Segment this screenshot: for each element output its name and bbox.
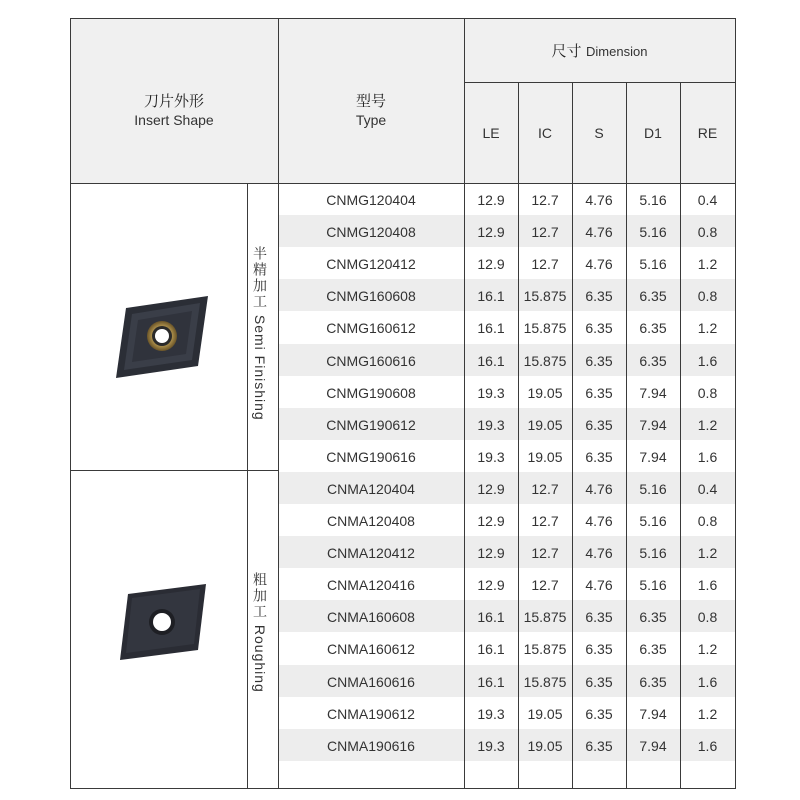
cell-re: 1.6 bbox=[697, 673, 718, 690]
cell-le: 19.3 bbox=[477, 416, 505, 433]
cell-le: 12.9 bbox=[477, 577, 505, 594]
cell-d1: 6.35 bbox=[639, 320, 667, 337]
cell-re: 1.6 bbox=[697, 448, 718, 465]
col-line-type bbox=[464, 18, 465, 789]
cell-re: 0.8 bbox=[697, 384, 718, 401]
cell-s: 4.76 bbox=[585, 480, 613, 497]
cell-d1: 5.16 bbox=[639, 256, 667, 273]
cell-ic: 19.05 bbox=[527, 705, 563, 722]
cell-s: 6.35 bbox=[585, 416, 613, 433]
cell-le: 19.3 bbox=[477, 384, 505, 401]
cell-s: 6.35 bbox=[585, 352, 613, 369]
group-label-semi-finishing: 半精加工 Semi Finishing bbox=[252, 246, 268, 421]
type-cell: CNMG120408 bbox=[326, 224, 416, 241]
col-line-shape bbox=[278, 18, 279, 789]
cell-le: 16.1 bbox=[477, 641, 505, 658]
cell-re: 1.6 bbox=[697, 577, 718, 594]
cell-re: 0.8 bbox=[697, 513, 718, 529]
cell-le: 12.9 bbox=[477, 192, 505, 208]
cell-le: 19.3 bbox=[477, 705, 505, 722]
cell-s: 4.76 bbox=[585, 545, 613, 562]
cell-ic: 19.05 bbox=[527, 416, 563, 433]
cell-le: 12.9 bbox=[477, 545, 505, 562]
cell-s: 4.76 bbox=[585, 256, 613, 273]
cell-ic: 12.7 bbox=[531, 192, 559, 208]
cell-s: 6.35 bbox=[585, 288, 613, 305]
col-header-re: RE bbox=[697, 125, 718, 141]
col-header-s: S bbox=[594, 125, 604, 141]
type-cell: CNMA120408 bbox=[327, 513, 415, 529]
cell-le: 16.1 bbox=[477, 288, 505, 305]
type-cell: CNMG120404 bbox=[326, 192, 416, 208]
type-cell: CNMG190616 bbox=[326, 448, 416, 465]
cell-ic: 19.05 bbox=[527, 448, 563, 465]
cell-le: 12.9 bbox=[477, 513, 505, 529]
cell-d1: 5.16 bbox=[639, 192, 667, 208]
cell-d1: 5.16 bbox=[639, 513, 667, 529]
cnmg-insert-icon bbox=[112, 290, 212, 382]
cell-ic: 12.7 bbox=[531, 577, 559, 594]
cell-d1: 5.16 bbox=[639, 545, 667, 562]
cell-s: 6.35 bbox=[585, 320, 613, 337]
cell-re: 1.2 bbox=[697, 705, 718, 722]
cell-d1: 6.35 bbox=[639, 641, 667, 658]
cell-s: 6.35 bbox=[585, 673, 613, 690]
cell-re: 0.4 bbox=[697, 480, 718, 497]
type-cell: CNMA120416 bbox=[327, 577, 415, 594]
col-line-le bbox=[518, 82, 519, 789]
cell-ic: 15.875 bbox=[523, 352, 567, 369]
col-line-right bbox=[735, 18, 736, 789]
cell-ic: 15.875 bbox=[523, 641, 567, 658]
cell-d1: 7.94 bbox=[639, 384, 667, 401]
col-line-d1 bbox=[680, 82, 681, 789]
type-cell: CNMA160616 bbox=[327, 673, 415, 690]
cell-s: 4.76 bbox=[585, 192, 613, 208]
cell-ic: 15.875 bbox=[523, 320, 567, 337]
cell-d1: 7.94 bbox=[639, 416, 667, 433]
cnma-insert-icon bbox=[116, 580, 210, 664]
cell-le: 16.1 bbox=[477, 320, 505, 337]
cell-s: 6.35 bbox=[585, 384, 613, 401]
col-line-ic bbox=[572, 82, 573, 789]
cell-re: 1.6 bbox=[697, 737, 718, 754]
type-cell: CNMG190608 bbox=[326, 384, 416, 401]
type-cell: CNMA190616 bbox=[327, 737, 415, 754]
type-cell: CNMG190612 bbox=[326, 416, 416, 433]
cell-le: 16.1 bbox=[477, 609, 505, 626]
cell-re: 1.2 bbox=[697, 641, 718, 658]
cell-s: 4.76 bbox=[585, 577, 613, 594]
cell-ic: 12.7 bbox=[531, 513, 559, 529]
col-line-s bbox=[626, 82, 627, 789]
type-header-en: Type bbox=[355, 112, 387, 128]
insert-shape-header-en: Insert Shape bbox=[134, 112, 214, 128]
group-label-roughing: 粗加工 Roughing bbox=[252, 572, 268, 693]
cell-ic: 15.875 bbox=[523, 673, 567, 690]
cell-re: 1.6 bbox=[697, 352, 718, 369]
dimension-header-zh: 尺寸 bbox=[551, 43, 582, 60]
col-header-le: LE bbox=[482, 125, 500, 141]
col-line-left bbox=[70, 18, 71, 789]
cell-s: 6.35 bbox=[585, 448, 613, 465]
cell-ic: 12.7 bbox=[531, 545, 559, 562]
cell-d1: 7.94 bbox=[639, 737, 667, 754]
cell-d1: 7.94 bbox=[639, 705, 667, 722]
cell-d1: 5.16 bbox=[639, 224, 667, 241]
cell-re: 0.8 bbox=[697, 224, 718, 241]
cell-ic: 12.7 bbox=[531, 224, 559, 241]
cell-re: 0.4 bbox=[697, 192, 718, 208]
cell-le: 12.9 bbox=[477, 480, 505, 497]
cell-ic: 19.05 bbox=[527, 384, 563, 401]
cell-d1: 7.94 bbox=[639, 448, 667, 465]
insert-shape-header-zh: 刀片外形 bbox=[143, 93, 204, 110]
type-cell: CNMA190612 bbox=[327, 705, 415, 722]
cell-le: 12.9 bbox=[477, 256, 505, 273]
type-cell: CNMA120404 bbox=[327, 480, 415, 497]
cell-ic: 12.7 bbox=[531, 480, 559, 497]
cell-re: 0.8 bbox=[697, 609, 718, 626]
cell-s: 6.35 bbox=[585, 737, 613, 754]
table-top-border bbox=[70, 18, 735, 19]
cell-s: 6.35 bbox=[585, 641, 613, 658]
cell-ic: 15.875 bbox=[523, 288, 567, 305]
cell-ic: 15.875 bbox=[523, 609, 567, 626]
cell-ic: 12.7 bbox=[531, 256, 559, 273]
cell-s: 4.76 bbox=[585, 224, 613, 241]
cell-s: 6.35 bbox=[585, 609, 613, 626]
cell-le: 16.1 bbox=[477, 673, 505, 690]
type-cell: CNMA160608 bbox=[327, 609, 415, 626]
type-cell: CNMG120412 bbox=[326, 256, 416, 273]
col-header-d1: D1 bbox=[644, 125, 662, 141]
cell-d1: 6.35 bbox=[639, 673, 667, 690]
type-cell: CNMG160612 bbox=[326, 320, 416, 337]
cell-re: 1.2 bbox=[697, 545, 718, 562]
dimension-header bbox=[464, 40, 735, 61]
cell-le: 16.1 bbox=[477, 352, 505, 369]
cell-le: 19.3 bbox=[477, 737, 505, 754]
type-header-zh: 型号 bbox=[355, 93, 386, 110]
cell-re: 1.2 bbox=[697, 256, 718, 273]
cell-d1: 6.35 bbox=[639, 288, 667, 305]
cell-d1: 6.35 bbox=[639, 609, 667, 626]
cell-d1: 6.35 bbox=[639, 352, 667, 369]
cell-s: 6.35 bbox=[585, 705, 613, 722]
cell-re: 1.2 bbox=[697, 416, 718, 433]
col-line-label bbox=[247, 183, 248, 789]
cell-d1: 5.16 bbox=[639, 577, 667, 594]
cell-s: 4.76 bbox=[585, 513, 613, 529]
table-bottom-border bbox=[70, 788, 735, 789]
cell-le: 19.3 bbox=[477, 448, 505, 465]
cell-ic: 19.05 bbox=[527, 737, 563, 754]
cell-d1: 5.16 bbox=[639, 480, 667, 497]
type-cell: CNMG160608 bbox=[326, 288, 416, 305]
col-header-ic: IC bbox=[538, 125, 552, 141]
type-cell: CNMA120412 bbox=[327, 545, 415, 562]
dimension-header-en: Dimension bbox=[586, 44, 648, 59]
type-cell: CNMA160612 bbox=[327, 641, 415, 658]
cell-re: 0.8 bbox=[697, 288, 718, 305]
header-bottom-border bbox=[70, 183, 735, 184]
dimension-divider bbox=[464, 82, 735, 83]
cell-re: 1.2 bbox=[697, 320, 718, 337]
type-cell: CNMG160616 bbox=[326, 352, 416, 369]
cell-le: 12.9 bbox=[477, 224, 505, 241]
